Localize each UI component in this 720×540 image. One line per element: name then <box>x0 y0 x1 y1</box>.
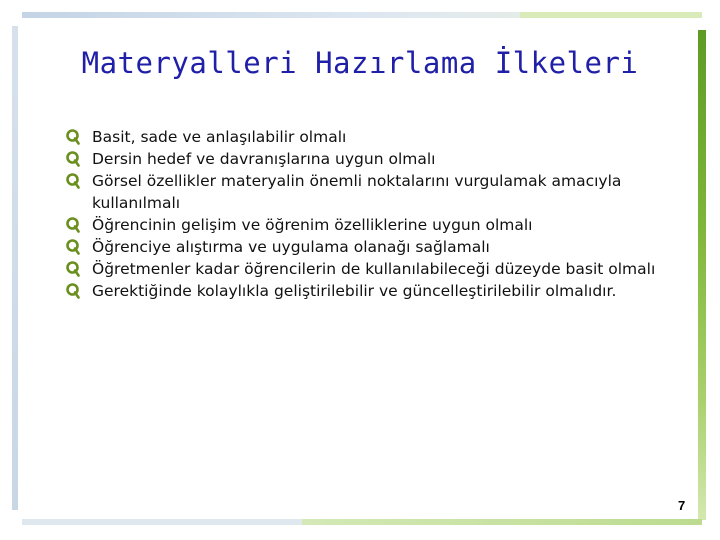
q-letter-bullet-icon <box>66 151 80 167</box>
bullet-item <box>66 258 666 280</box>
left-decorative-bar <box>12 26 18 510</box>
bullet-item <box>66 170 666 214</box>
bullet-text: Öğrenciye alıştırma ve uygulama olanağı sağlamalı <box>92 238 490 256</box>
bullet-item <box>66 126 666 148</box>
q-letter-bullet-icon <box>66 129 80 145</box>
q-letter-bullet-icon <box>66 217 80 233</box>
bullet-list <box>66 126 666 302</box>
bullet-item <box>66 280 666 302</box>
bottom-decorative-bar-accent <box>22 519 302 525</box>
top-decorative-bar-accent <box>520 12 702 18</box>
q-letter-bullet-icon <box>66 239 80 255</box>
bullet-item <box>66 148 666 170</box>
q-letter-bullet-icon <box>66 261 80 277</box>
bullet-text: Öğrencinin gelişim ve öğrenim özelliklerine uygun olmalı <box>92 216 533 234</box>
bullet-text: Dersin hedef ve davranışlarına uygun olmalı <box>92 150 436 168</box>
q-letter-bullet-icon <box>66 283 80 299</box>
bullet-text: Öğretmenler kadar öğrencilerin de kullanılabileceği düzeyde basit olmalı <box>92 260 656 278</box>
page-number: 7 <box>678 498 686 513</box>
q-letter-bullet-icon <box>66 173 80 189</box>
right-decorative-bar <box>698 30 706 520</box>
bullet-item <box>66 236 666 258</box>
bullet-item <box>66 214 666 236</box>
bullet-text: Gerektiğinde kolaylıkla geliştirilebilir ve güncelleştirilebilir olmalıdır. <box>92 282 617 300</box>
bullet-text: Görsel özellikler materyalin önemli noktalarını vurgulamak amacıyla kullanılmalı <box>92 172 622 212</box>
bullet-text: Basit, sade ve anlaşılabilir olmalı <box>92 128 347 146</box>
slide-title: Materyalleri Hazırlama İlkeleri <box>81 46 639 80</box>
